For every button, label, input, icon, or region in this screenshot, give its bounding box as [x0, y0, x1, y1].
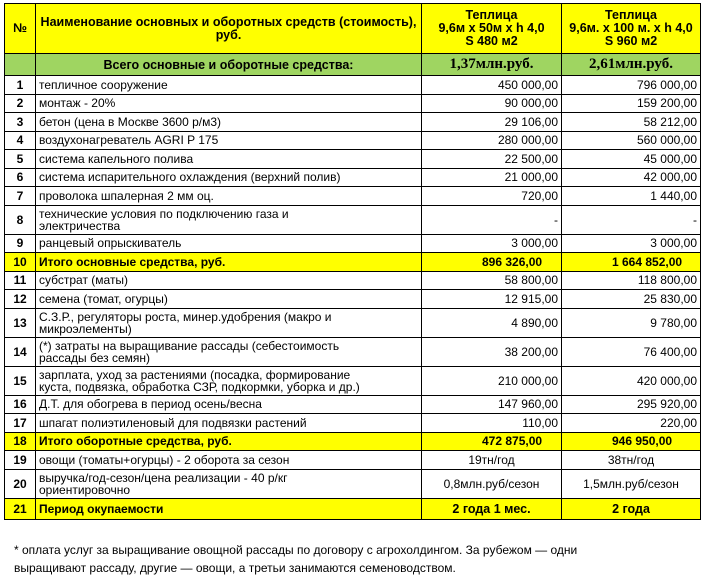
row-value-large: 1 664 852,00 — [562, 253, 701, 272]
row-value-small: 896 326,00 — [422, 253, 562, 272]
row-name-line: выручка/год-сезон/цена реализации - 40 р/кг — [39, 470, 288, 485]
total-all-empty — [5, 54, 36, 76]
row-number: 2 — [5, 94, 36, 113]
row-value-small: 210 000,00 — [422, 366, 562, 395]
row-name-line: Д.Т. для обогрева в период осень/весна — [39, 397, 262, 412]
row-name-line: воздухонагреватель AGRI P 175 — [39, 133, 219, 148]
row-name — [36, 414, 422, 433]
row-value-large: 295 920,00 — [562, 395, 701, 414]
row-name-line: микроэлементы) — [39, 321, 132, 336]
row-value-large: 2 года — [562, 498, 701, 519]
row-name — [36, 290, 422, 309]
row-value-small: 2 года 1 мес. — [422, 498, 562, 519]
row-number: 3 — [5, 113, 36, 132]
row-name-line: ориентировочно — [39, 482, 131, 497]
row-number: 18 — [5, 432, 36, 451]
row-value-small: 450 000,00 — [422, 76, 562, 95]
table-row — [5, 290, 701, 309]
total-all-row — [5, 54, 701, 76]
table-row — [5, 432, 701, 451]
row-name-line: Период окупаемости — [39, 501, 164, 516]
row-value-large: 3 000,00 — [562, 234, 701, 253]
header-no: № — [5, 4, 36, 54]
row-name-line: рассады без семян) — [39, 350, 151, 365]
row-number: 4 — [5, 131, 36, 150]
row-name-line: (*) затраты на выращивание рассады (себестоимость — [39, 338, 340, 353]
row-number: 9 — [5, 234, 36, 253]
row-name-line: семена (томат, огурцы) — [39, 291, 168, 306]
header-name: Наименование основных и оборотных средств (стоимость), руб. — [36, 4, 422, 54]
table-row — [5, 271, 701, 290]
row-value-large: 1 440,00 — [562, 187, 701, 206]
row-value-large: 220,00 — [562, 414, 701, 433]
table-row — [5, 187, 701, 206]
row-value-small: 90 000,00 — [422, 94, 562, 113]
table-row — [5, 498, 701, 519]
footnote-line: выращивают рассаду, другие — овощи, а третьи занимаются семеноводством. — [14, 561, 456, 575]
row-number: 14 — [5, 337, 36, 366]
row-name — [36, 187, 422, 206]
row-value-small: - — [422, 205, 562, 234]
row-value-large: 38тн/год — [562, 451, 701, 470]
table-row — [5, 76, 701, 95]
table-row — [5, 234, 701, 253]
row-value-large: 45 000,00 — [562, 150, 701, 169]
row-value-small: 19тн/год — [422, 451, 562, 470]
row-name — [36, 253, 422, 272]
row-number: 7 — [5, 187, 36, 206]
row-name — [36, 469, 422, 498]
row-value-large: 946 950,00 — [562, 432, 701, 451]
row-name-line: куста, подвязка, обработка СЗР, подкормки, уборка и др.) — [39, 379, 360, 394]
row-number: 21 — [5, 498, 36, 519]
row-value-small: 472 875,00 — [422, 432, 562, 451]
header-col1-line: Теплица — [465, 8, 518, 22]
row-name — [36, 113, 422, 132]
header-greenhouse-large — [562, 4, 701, 54]
row-name — [36, 234, 422, 253]
row-name-line: система капельного полива — [39, 151, 194, 166]
row-number: 20 — [5, 469, 36, 498]
row-name-line: Итого основные средства, руб. — [39, 254, 226, 269]
row-name-line: субстрат (маты) — [39, 273, 129, 288]
row-name-line: монтаж - 20% — [39, 96, 116, 111]
row-name-line: система испарительного охлаждения (верхний полив) — [39, 170, 341, 185]
row-value-large: 25 830,00 — [562, 290, 701, 309]
row-name — [36, 395, 422, 414]
row-value-large: 42 000,00 — [562, 168, 701, 187]
row-name — [36, 366, 422, 395]
row-name-line: ранцевый опрыскиватель — [39, 236, 182, 251]
table-row — [5, 113, 701, 132]
header-row — [5, 4, 701, 54]
total-all-v2: 2,61млн.руб. — [562, 54, 701, 76]
row-name — [36, 432, 422, 451]
header-col1-line: 9,6м х 50м х h 4,0 — [438, 21, 545, 35]
row-number: 17 — [5, 414, 36, 433]
table-row — [5, 469, 701, 498]
table-row — [5, 414, 701, 433]
row-value-small: 21 000,00 — [422, 168, 562, 187]
row-value-large: 58 212,00 — [562, 113, 701, 132]
total-all-v1: 1,37млн.руб. — [422, 54, 562, 76]
row-name — [36, 337, 422, 366]
row-value-large: 76 400,00 — [562, 337, 701, 366]
row-value-large: 796 000,00 — [562, 76, 701, 95]
row-number: 19 — [5, 451, 36, 470]
row-number: 13 — [5, 308, 36, 337]
row-number: 5 — [5, 150, 36, 169]
row-name — [36, 498, 422, 519]
row-name — [36, 168, 422, 187]
row-name — [36, 205, 422, 234]
table-row — [5, 337, 701, 366]
row-name-line: бетон (цена в Москве 3600 р/м3) — [39, 114, 222, 129]
row-name-line: электричества — [39, 218, 121, 233]
row-name-line: шпагат полиэтиленовый для подвязки растений — [39, 415, 307, 430]
table-row — [5, 366, 701, 395]
table-row — [5, 94, 701, 113]
row-name-line: проволока шпалерная 2 мм оц. — [39, 188, 214, 203]
row-value-small: 22 500,00 — [422, 150, 562, 169]
row-name — [36, 131, 422, 150]
row-value-large: 560 000,00 — [562, 131, 701, 150]
cost-table — [4, 3, 701, 520]
row-name — [36, 76, 422, 95]
total-all-label: Всего основные и оборотные средства: — [36, 54, 422, 76]
row-value-large: 1,5млн.руб/сезон — [562, 469, 701, 498]
row-name-line: технические условия по подключению газа и — [39, 206, 289, 221]
row-name-line: Итого оборотные средства, руб. — [39, 434, 232, 449]
header-greenhouse-small — [422, 4, 562, 54]
table-row — [5, 150, 701, 169]
row-value-small: 147 960,00 — [422, 395, 562, 414]
row-value-small: 0,8млн.руб/сезон — [422, 469, 562, 498]
row-value-small: 29 106,00 — [422, 113, 562, 132]
row-number: 11 — [5, 271, 36, 290]
header-col2-line: Теплица — [605, 8, 657, 22]
row-value-large: 159 200,00 — [562, 94, 701, 113]
table-row — [5, 131, 701, 150]
row-value-large: - — [562, 205, 701, 234]
row-value-small: 38 200,00 — [422, 337, 562, 366]
footnote — [14, 541, 694, 577]
table-row — [5, 395, 701, 414]
row-number: 6 — [5, 168, 36, 187]
row-name — [36, 308, 422, 337]
row-name-line: овощи (томаты+огурцы) - 2 оборота за сезон — [39, 452, 290, 467]
row-number: 12 — [5, 290, 36, 309]
row-value-large: 420 000,00 — [562, 366, 701, 395]
row-name — [36, 94, 422, 113]
row-number: 15 — [5, 366, 36, 395]
header-col1-line: S 480 м2 — [465, 34, 518, 48]
row-name — [36, 451, 422, 470]
table-row — [5, 308, 701, 337]
row-number: 8 — [5, 205, 36, 234]
row-name-line: тепличное сооружение — [39, 77, 168, 92]
table-row — [5, 253, 701, 272]
table-row — [5, 168, 701, 187]
table-row — [5, 451, 701, 470]
row-value-large: 9 780,00 — [562, 308, 701, 337]
row-name-line: зарплата, уход за растениями (посадка, формирование — [39, 367, 351, 382]
row-value-small: 12 915,00 — [422, 290, 562, 309]
row-value-small: 58 800,00 — [422, 271, 562, 290]
row-value-small: 3 000,00 — [422, 234, 562, 253]
row-name — [36, 150, 422, 169]
row-number: 1 — [5, 76, 36, 95]
table-row — [5, 205, 701, 234]
row-name-line: С.З.Р., регуляторы роста, минер.удобрения (макро и — [39, 309, 332, 324]
row-number: 16 — [5, 395, 36, 414]
row-value-small: 280 000,00 — [422, 131, 562, 150]
header-col2-line: 9,6м. х 100 м. х h 4,0 — [569, 21, 693, 35]
row-number: 10 — [5, 253, 36, 272]
row-value-large: 118 800,00 — [562, 271, 701, 290]
footnote-line: * оплата услуг за выращивание овощной рассады по договору с агрохолдингом. За рубежом — одни — [14, 543, 578, 557]
header-col2-line: S 960 м2 — [604, 34, 658, 48]
row-value-small: 720,00 — [422, 187, 562, 206]
row-name — [36, 271, 422, 290]
row-value-small: 110,00 — [422, 414, 562, 433]
row-value-small: 4 890,00 — [422, 308, 562, 337]
